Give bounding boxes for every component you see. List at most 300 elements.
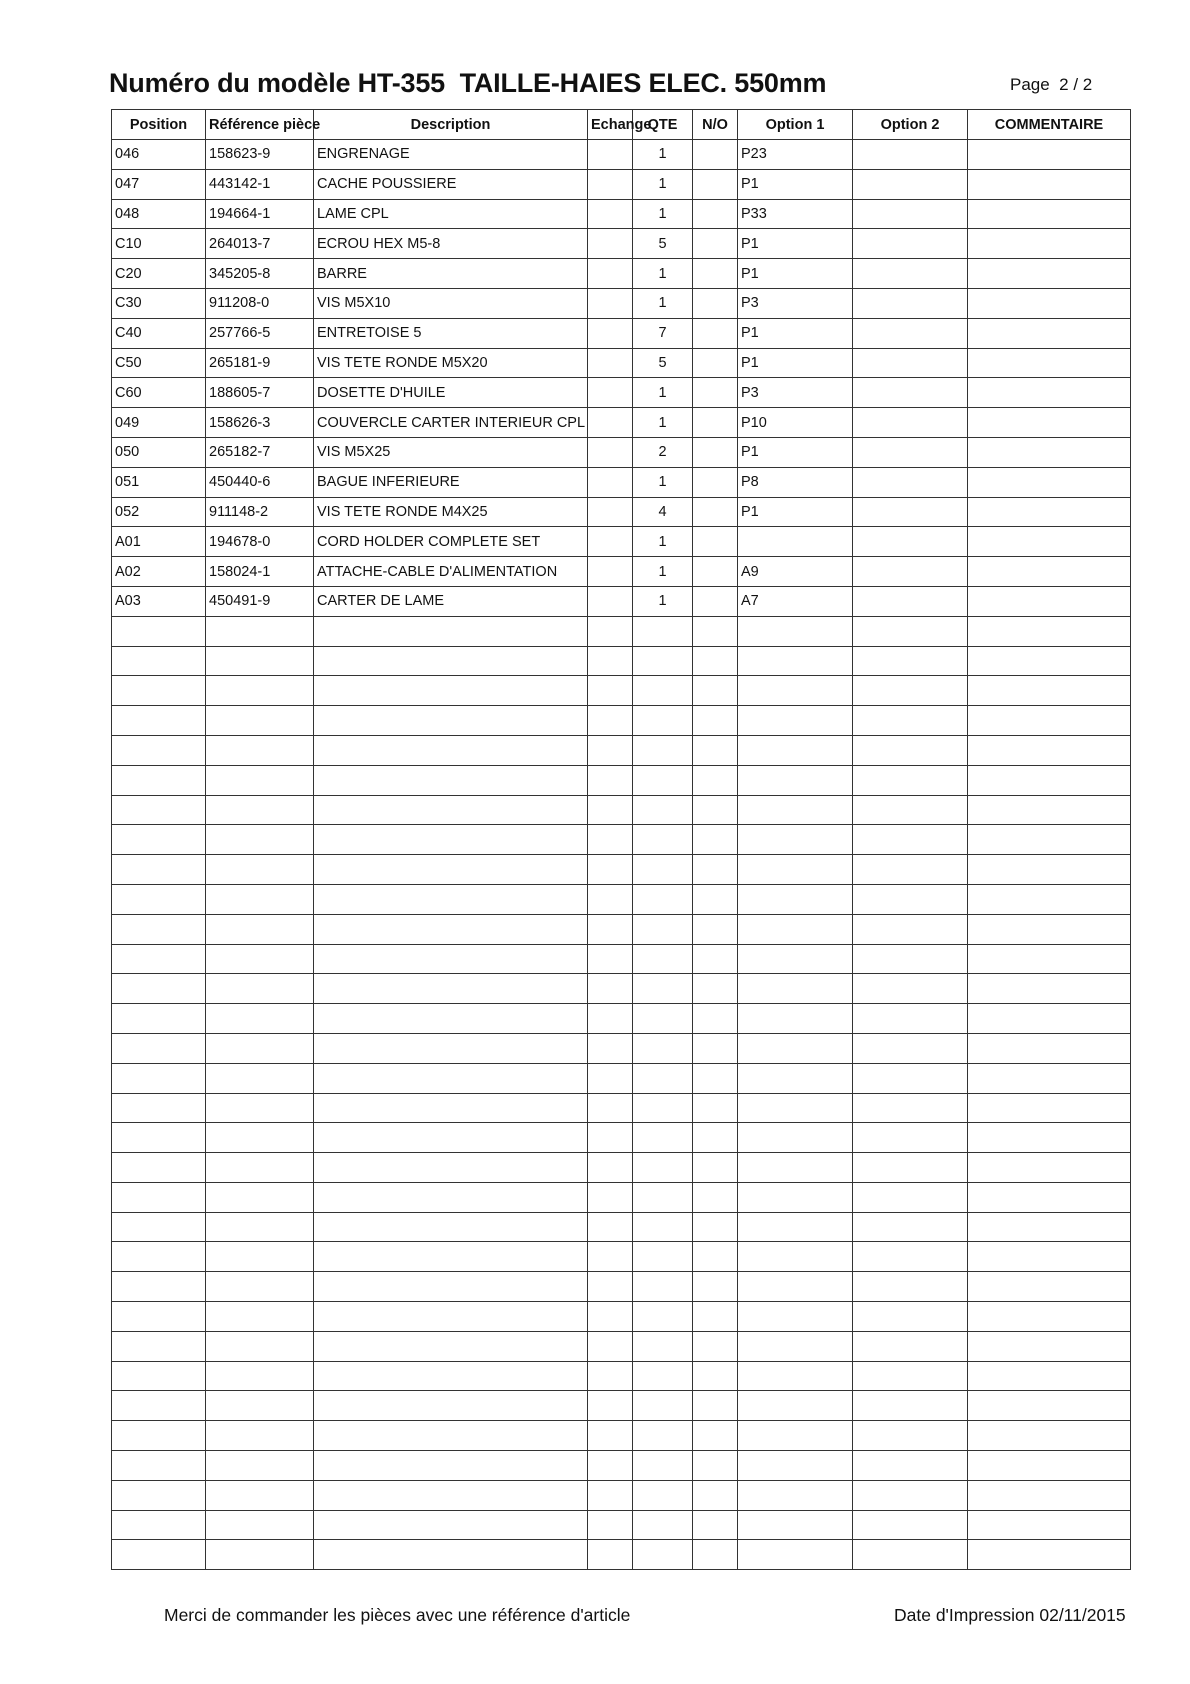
empty-cell bbox=[112, 1540, 206, 1570]
cell-qte: 1 bbox=[633, 527, 693, 557]
empty-cell bbox=[112, 1212, 206, 1242]
cell-no bbox=[693, 229, 738, 259]
cell-no bbox=[693, 378, 738, 408]
empty-cell bbox=[206, 1242, 314, 1272]
cell-reference: 345205-8 bbox=[206, 259, 314, 289]
page-number: Page 2 / 2 bbox=[1010, 75, 1093, 94]
cell-qte: 7 bbox=[633, 318, 693, 348]
cell-description: ENTRETOISE 5 bbox=[314, 318, 588, 348]
empty-cell bbox=[314, 1004, 588, 1034]
cell-description: BAGUE INFERIEURE bbox=[314, 467, 588, 497]
table-row bbox=[112, 169, 1131, 199]
empty-cell bbox=[853, 944, 968, 974]
empty-cell bbox=[206, 1331, 314, 1361]
empty-cell bbox=[112, 1361, 206, 1391]
empty-cell bbox=[633, 974, 693, 1004]
empty-table-row bbox=[112, 795, 1131, 825]
empty-cell bbox=[206, 1123, 314, 1153]
cell-reference: 257766-5 bbox=[206, 318, 314, 348]
empty-cell bbox=[112, 1391, 206, 1421]
empty-cell bbox=[314, 676, 588, 706]
cell-echange bbox=[588, 348, 633, 378]
cell-reference: 911148-2 bbox=[206, 497, 314, 527]
cell-qte: 1 bbox=[633, 199, 693, 229]
empty-cell bbox=[853, 974, 968, 1004]
cell-description: CARTER DE LAME bbox=[314, 586, 588, 616]
cell-no bbox=[693, 318, 738, 348]
cell-position: C40 bbox=[112, 318, 206, 348]
empty-cell bbox=[588, 1510, 633, 1540]
empty-cell bbox=[112, 1093, 206, 1123]
cell-reference: 194664-1 bbox=[206, 199, 314, 229]
col-header-commentaire: COMMENTAIRE bbox=[968, 110, 1131, 140]
cell-position: 047 bbox=[112, 169, 206, 199]
empty-cell bbox=[112, 1272, 206, 1302]
empty-cell bbox=[968, 1480, 1131, 1510]
empty-cell bbox=[206, 706, 314, 736]
empty-cell bbox=[853, 1510, 968, 1540]
print-date: Date d'Impression 02/11/2015 bbox=[894, 1605, 1126, 1625]
cell-no bbox=[693, 259, 738, 289]
cell-qte: 1 bbox=[633, 140, 693, 170]
empty-cell bbox=[693, 944, 738, 974]
empty-cell bbox=[853, 676, 968, 706]
empty-cell bbox=[968, 974, 1131, 1004]
empty-cell bbox=[588, 1480, 633, 1510]
empty-cell bbox=[633, 1421, 693, 1451]
empty-table-row bbox=[112, 1033, 1131, 1063]
empty-cell bbox=[588, 914, 633, 944]
cell-echange bbox=[588, 408, 633, 438]
empty-table-row bbox=[112, 914, 1131, 944]
cell-reference: 194678-0 bbox=[206, 527, 314, 557]
cell-description: CACHE POUSSIERE bbox=[314, 169, 588, 199]
cell-option2 bbox=[853, 437, 968, 467]
cell-qte: 1 bbox=[633, 408, 693, 438]
empty-cell bbox=[588, 1242, 633, 1272]
cell-option1: A9 bbox=[738, 557, 853, 587]
empty-table-row bbox=[112, 1540, 1131, 1570]
empty-cell bbox=[968, 1302, 1131, 1332]
empty-cell bbox=[853, 795, 968, 825]
empty-cell bbox=[206, 616, 314, 646]
col-header-no: N/O bbox=[693, 110, 738, 140]
cell-description: DOSETTE D'HUILE bbox=[314, 378, 588, 408]
empty-cell bbox=[314, 1212, 588, 1242]
empty-cell bbox=[588, 1302, 633, 1332]
cell-position: C60 bbox=[112, 378, 206, 408]
empty-cell bbox=[853, 1004, 968, 1034]
cell-option2 bbox=[853, 229, 968, 259]
empty-cell bbox=[693, 1361, 738, 1391]
cell-option1: P1 bbox=[738, 259, 853, 289]
cell-no bbox=[693, 557, 738, 587]
cell-option2 bbox=[853, 586, 968, 616]
parts-table-body bbox=[112, 140, 1131, 1570]
empty-cell bbox=[314, 914, 588, 944]
table-header-row bbox=[112, 110, 1131, 140]
empty-cell bbox=[738, 706, 853, 736]
empty-cell bbox=[738, 1123, 853, 1153]
cell-position: C20 bbox=[112, 259, 206, 289]
empty-cell bbox=[588, 795, 633, 825]
empty-cell bbox=[738, 1272, 853, 1302]
cell-no bbox=[693, 140, 738, 170]
empty-cell bbox=[633, 646, 693, 676]
empty-cell bbox=[112, 914, 206, 944]
cell-commentaire bbox=[968, 199, 1131, 229]
empty-cell bbox=[693, 616, 738, 646]
cell-reference: 264013-7 bbox=[206, 229, 314, 259]
empty-cell bbox=[588, 1421, 633, 1451]
table-row bbox=[112, 586, 1131, 616]
cell-commentaire bbox=[968, 378, 1131, 408]
empty-cell bbox=[693, 676, 738, 706]
cell-echange bbox=[588, 140, 633, 170]
cell-option1: P1 bbox=[738, 229, 853, 259]
cell-qte: 1 bbox=[633, 378, 693, 408]
empty-cell bbox=[738, 1212, 853, 1242]
empty-cell bbox=[853, 825, 968, 855]
empty-cell bbox=[693, 914, 738, 944]
empty-cell bbox=[968, 1004, 1131, 1034]
cell-no bbox=[693, 408, 738, 438]
empty-cell bbox=[588, 1272, 633, 1302]
empty-cell bbox=[314, 1421, 588, 1451]
empty-cell bbox=[968, 1272, 1131, 1302]
empty-cell bbox=[314, 1331, 588, 1361]
cell-commentaire bbox=[968, 169, 1131, 199]
cell-reference: 188605-7 bbox=[206, 378, 314, 408]
empty-table-row bbox=[112, 1421, 1131, 1451]
empty-cell bbox=[112, 1004, 206, 1034]
cell-qte: 1 bbox=[633, 169, 693, 199]
cell-echange bbox=[588, 497, 633, 527]
cell-option2 bbox=[853, 408, 968, 438]
empty-table-row bbox=[112, 884, 1131, 914]
empty-cell bbox=[853, 735, 968, 765]
cell-reference: 450491-9 bbox=[206, 586, 314, 616]
empty-cell bbox=[112, 974, 206, 1004]
empty-cell bbox=[853, 1123, 968, 1153]
empty-cell bbox=[853, 706, 968, 736]
empty-cell bbox=[633, 1331, 693, 1361]
empty-cell bbox=[633, 706, 693, 736]
empty-cell bbox=[588, 1451, 633, 1481]
empty-cell bbox=[633, 1093, 693, 1123]
cell-description: ENGRENAGE bbox=[314, 140, 588, 170]
empty-cell bbox=[588, 825, 633, 855]
empty-cell bbox=[693, 1182, 738, 1212]
empty-cell bbox=[314, 1272, 588, 1302]
empty-cell bbox=[633, 765, 693, 795]
empty-cell bbox=[968, 1391, 1131, 1421]
cell-echange bbox=[588, 288, 633, 318]
empty-cell bbox=[314, 1480, 588, 1510]
cell-echange bbox=[588, 586, 633, 616]
cell-option2 bbox=[853, 288, 968, 318]
empty-cell bbox=[853, 855, 968, 885]
empty-cell bbox=[112, 795, 206, 825]
empty-cell bbox=[206, 825, 314, 855]
empty-cell bbox=[738, 1063, 853, 1093]
empty-cell bbox=[853, 616, 968, 646]
empty-cell bbox=[314, 1540, 588, 1570]
empty-cell bbox=[693, 1302, 738, 1332]
empty-cell bbox=[633, 1212, 693, 1242]
empty-cell bbox=[693, 1063, 738, 1093]
empty-cell bbox=[853, 1302, 968, 1332]
empty-cell bbox=[693, 1242, 738, 1272]
cell-reference: 265181-9 bbox=[206, 348, 314, 378]
cell-description: VIS TETE RONDE M4X25 bbox=[314, 497, 588, 527]
cell-option2 bbox=[853, 199, 968, 229]
empty-table-row bbox=[112, 1093, 1131, 1123]
empty-cell bbox=[206, 1033, 314, 1063]
empty-cell bbox=[738, 1153, 853, 1183]
cell-option2 bbox=[853, 140, 968, 170]
empty-cell bbox=[968, 706, 1131, 736]
empty-cell bbox=[738, 735, 853, 765]
cell-option1: P1 bbox=[738, 497, 853, 527]
cell-option1: P1 bbox=[738, 348, 853, 378]
col-header-echange: Echange bbox=[588, 110, 633, 140]
empty-cell bbox=[588, 1361, 633, 1391]
empty-cell bbox=[588, 765, 633, 795]
table-row bbox=[112, 467, 1131, 497]
empty-cell bbox=[853, 1063, 968, 1093]
empty-table-row bbox=[112, 765, 1131, 795]
empty-cell bbox=[633, 884, 693, 914]
cell-position: A01 bbox=[112, 527, 206, 557]
cell-position: C50 bbox=[112, 348, 206, 378]
empty-cell bbox=[853, 1272, 968, 1302]
empty-cell bbox=[112, 1302, 206, 1332]
empty-table-row bbox=[112, 1451, 1131, 1481]
empty-cell bbox=[853, 1361, 968, 1391]
empty-cell bbox=[853, 646, 968, 676]
empty-cell bbox=[206, 735, 314, 765]
empty-cell bbox=[633, 1510, 693, 1540]
empty-cell bbox=[738, 914, 853, 944]
col-header-option2: Option 2 bbox=[853, 110, 968, 140]
empty-cell bbox=[314, 1182, 588, 1212]
cell-qte: 2 bbox=[633, 437, 693, 467]
empty-cell bbox=[693, 1272, 738, 1302]
empty-cell bbox=[588, 1331, 633, 1361]
empty-table-row bbox=[112, 1480, 1131, 1510]
empty-table-row bbox=[112, 735, 1131, 765]
empty-cell bbox=[206, 765, 314, 795]
empty-cell bbox=[588, 1540, 633, 1570]
cell-reference: 443142-1 bbox=[206, 169, 314, 199]
empty-cell bbox=[314, 765, 588, 795]
empty-cell bbox=[693, 1540, 738, 1570]
footer-note: Merci de commander les pièces avec une référence d'article bbox=[164, 1605, 631, 1625]
col-header-position: Position bbox=[112, 110, 206, 140]
empty-cell bbox=[968, 1182, 1131, 1212]
empty-cell bbox=[633, 1063, 693, 1093]
cell-qte: 1 bbox=[633, 288, 693, 318]
empty-cell bbox=[206, 1063, 314, 1093]
empty-cell bbox=[693, 1153, 738, 1183]
empty-cell bbox=[112, 1451, 206, 1481]
empty-table-row bbox=[112, 1242, 1131, 1272]
cell-no bbox=[693, 467, 738, 497]
empty-cell bbox=[968, 1361, 1131, 1391]
empty-cell bbox=[206, 1153, 314, 1183]
cell-description: VIS M5X25 bbox=[314, 437, 588, 467]
empty-cell bbox=[588, 1033, 633, 1063]
cell-commentaire bbox=[968, 437, 1131, 467]
cell-option2 bbox=[853, 557, 968, 587]
empty-cell bbox=[314, 1451, 588, 1481]
empty-cell bbox=[588, 735, 633, 765]
empty-cell bbox=[314, 1033, 588, 1063]
table-row bbox=[112, 408, 1131, 438]
cell-position: 048 bbox=[112, 199, 206, 229]
cell-echange bbox=[588, 378, 633, 408]
empty-cell bbox=[206, 1182, 314, 1212]
empty-cell bbox=[738, 1004, 853, 1034]
empty-table-row bbox=[112, 825, 1131, 855]
empty-cell bbox=[853, 1242, 968, 1272]
empty-cell bbox=[112, 706, 206, 736]
empty-cell bbox=[738, 676, 853, 706]
empty-cell bbox=[112, 735, 206, 765]
empty-cell bbox=[738, 1182, 853, 1212]
empty-cell bbox=[738, 1302, 853, 1332]
empty-cell bbox=[853, 1480, 968, 1510]
empty-cell bbox=[693, 1033, 738, 1063]
empty-cell bbox=[206, 884, 314, 914]
table-row bbox=[112, 557, 1131, 587]
empty-cell bbox=[206, 1540, 314, 1570]
cell-option1: P23 bbox=[738, 140, 853, 170]
empty-cell bbox=[314, 1510, 588, 1540]
empty-table-row bbox=[112, 944, 1131, 974]
col-header-description: Description bbox=[314, 110, 588, 140]
empty-cell bbox=[738, 1391, 853, 1421]
cell-description: LAME CPL bbox=[314, 199, 588, 229]
empty-cell bbox=[314, 1361, 588, 1391]
empty-cell bbox=[206, 676, 314, 706]
empty-cell bbox=[112, 1033, 206, 1063]
empty-cell bbox=[693, 1331, 738, 1361]
cell-option1: P1 bbox=[738, 437, 853, 467]
cell-reference: 158623-9 bbox=[206, 140, 314, 170]
empty-cell bbox=[633, 1391, 693, 1421]
empty-cell bbox=[968, 646, 1131, 676]
empty-cell bbox=[738, 616, 853, 646]
table-row bbox=[112, 259, 1131, 289]
empty-cell bbox=[633, 1302, 693, 1332]
empty-cell bbox=[853, 884, 968, 914]
empty-cell bbox=[693, 974, 738, 1004]
empty-cell bbox=[968, 914, 1131, 944]
empty-table-row bbox=[112, 1153, 1131, 1183]
empty-table-row bbox=[112, 1510, 1131, 1540]
empty-cell bbox=[738, 1540, 853, 1570]
cell-option1: P10 bbox=[738, 408, 853, 438]
table-row bbox=[112, 199, 1131, 229]
empty-cell bbox=[206, 1391, 314, 1421]
empty-table-row bbox=[112, 1063, 1131, 1093]
cell-position: 051 bbox=[112, 467, 206, 497]
table-row bbox=[112, 348, 1131, 378]
empty-cell bbox=[112, 1182, 206, 1212]
empty-cell bbox=[588, 616, 633, 646]
empty-cell bbox=[314, 795, 588, 825]
cell-commentaire bbox=[968, 586, 1131, 616]
cell-option1: P3 bbox=[738, 288, 853, 318]
empty-cell bbox=[968, 765, 1131, 795]
empty-cell bbox=[968, 1510, 1131, 1540]
cell-option1: P1 bbox=[738, 318, 853, 348]
empty-cell bbox=[853, 1212, 968, 1242]
cell-no bbox=[693, 497, 738, 527]
empty-cell bbox=[633, 1361, 693, 1391]
empty-cell bbox=[633, 1540, 693, 1570]
empty-cell bbox=[693, 1123, 738, 1153]
cell-commentaire bbox=[968, 318, 1131, 348]
cell-description: CORD HOLDER COMPLETE SET bbox=[314, 527, 588, 557]
empty-cell bbox=[693, 1093, 738, 1123]
empty-cell bbox=[633, 1182, 693, 1212]
empty-cell bbox=[633, 1004, 693, 1034]
empty-table-row bbox=[112, 974, 1131, 1004]
empty-cell bbox=[206, 1004, 314, 1034]
empty-cell bbox=[314, 1063, 588, 1093]
empty-cell bbox=[968, 1033, 1131, 1063]
empty-cell bbox=[968, 1242, 1131, 1272]
cell-option1 bbox=[738, 527, 853, 557]
empty-cell bbox=[968, 1063, 1131, 1093]
parts-table bbox=[111, 109, 1131, 1570]
empty-cell bbox=[112, 884, 206, 914]
empty-cell bbox=[588, 1182, 633, 1212]
empty-cell bbox=[112, 855, 206, 885]
table-row bbox=[112, 140, 1131, 170]
empty-cell bbox=[968, 1451, 1131, 1481]
cell-commentaire bbox=[968, 348, 1131, 378]
cell-position: 049 bbox=[112, 408, 206, 438]
empty-cell bbox=[206, 646, 314, 676]
empty-cell bbox=[738, 646, 853, 676]
empty-cell bbox=[738, 1331, 853, 1361]
empty-cell bbox=[588, 676, 633, 706]
cell-qte: 1 bbox=[633, 259, 693, 289]
empty-table-row bbox=[112, 1272, 1131, 1302]
empty-table-row bbox=[112, 1182, 1131, 1212]
empty-cell bbox=[968, 676, 1131, 706]
cell-commentaire bbox=[968, 408, 1131, 438]
empty-cell bbox=[314, 1391, 588, 1421]
empty-cell bbox=[633, 1272, 693, 1302]
empty-cell bbox=[588, 884, 633, 914]
empty-cell bbox=[633, 825, 693, 855]
empty-cell bbox=[206, 855, 314, 885]
cell-no bbox=[693, 288, 738, 318]
empty-cell bbox=[314, 1093, 588, 1123]
cell-commentaire bbox=[968, 288, 1131, 318]
empty-cell bbox=[693, 795, 738, 825]
cell-commentaire bbox=[968, 229, 1131, 259]
empty-cell bbox=[588, 944, 633, 974]
cell-option2 bbox=[853, 348, 968, 378]
cell-option1: P33 bbox=[738, 199, 853, 229]
empty-cell bbox=[693, 646, 738, 676]
